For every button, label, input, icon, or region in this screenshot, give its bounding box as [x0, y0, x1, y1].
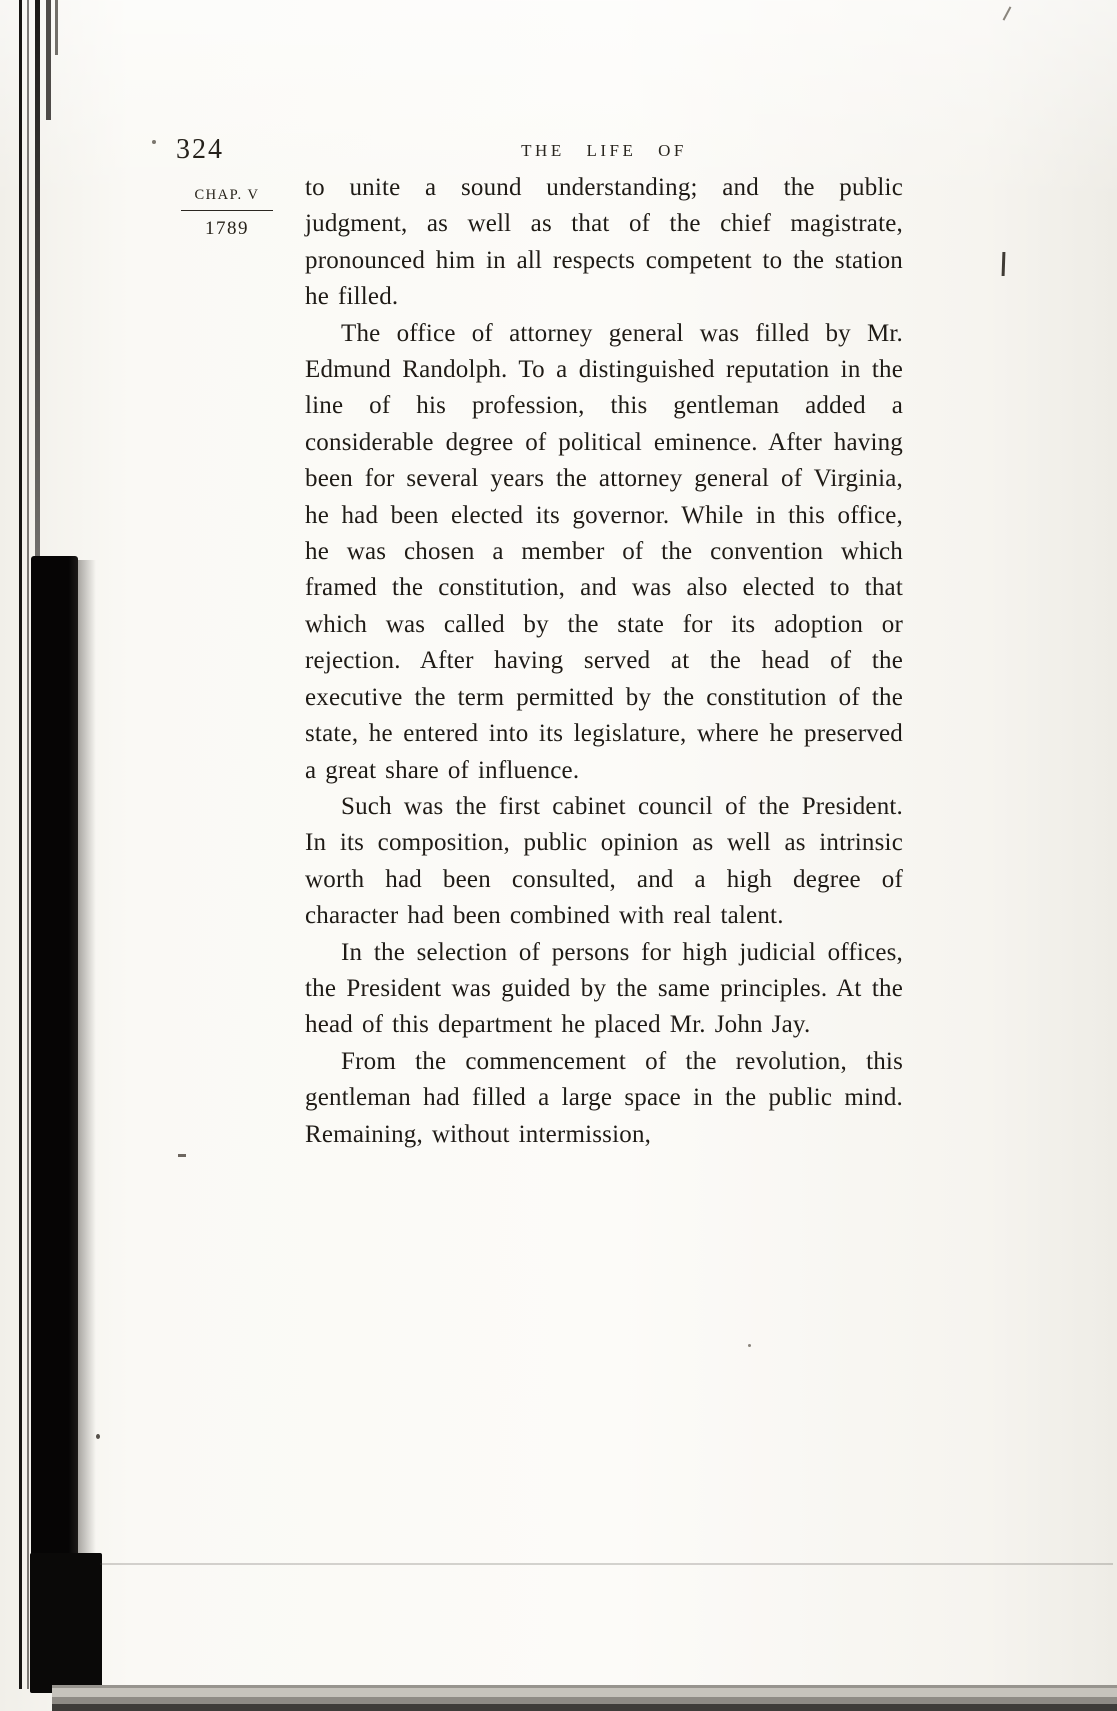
- binding-streak: [55, 0, 58, 55]
- scan-mark-dash: [178, 1154, 186, 1157]
- running-header: THE LIFE OF: [521, 141, 687, 160]
- paragraph: From the commencement of the revolution, this gentleman had filled a large space in the public mind. Remaining, without intermission,: [305, 1047, 903, 1148]
- binding-shadow: [0, 0, 120, 1711]
- scan-bottom-edge: [52, 1685, 1117, 1711]
- margin-rule: [181, 210, 273, 211]
- scan-mark-slash: [1003, 6, 1012, 20]
- paragraph: In the selection of persons for high judicial offices, the President was guided by the same principles. At the head of this department he placed Mr. John Jay.: [305, 938, 903, 1039]
- scan-crease-line: [100, 1563, 1113, 1565]
- scan-mark-dot: [152, 140, 156, 144]
- paragraph: The office of attorney general was filled by Mr. Edmund Randolph. To a distinguished reputation in the line of his profession, this gentleman added a considerable degree of political eminence. After having been for several years the attorney general of Virginia, he had been elected its governor. While in this office, he was chosen a member of the convention which framed the constitution, and was also elected to that which was called by the state for its adoption or rejection. After having served at the head of the executive the term permitted by the constitution of the state, he entered into its legislature, where he preserved a great share of influence.: [305, 319, 903, 784]
- binding-streak: [19, 0, 22, 1689]
- paragraph: Such was the first cabinet council of the President. In its composition, public opinion as well as intrinsic worth had been consulted, and a high degree of character had been combined with real talent.: [305, 792, 903, 930]
- binding-streak: [27, 0, 29, 1689]
- binding-streak: [35, 0, 40, 560]
- binding-streak: [46, 0, 51, 120]
- page-number: 324: [176, 134, 224, 165]
- scan-mark-tick: [1002, 252, 1006, 276]
- margin-note: [181, 187, 273, 240]
- body-text-column: [305, 170, 903, 1153]
- year-label: 1789: [205, 218, 249, 239]
- scan-mark-dot: [748, 1344, 751, 1347]
- paragraph-continuation: to unite a sound understanding; and the public judgment, as well as that of the chief magistrate, pronounced him in all respects competent to the station he filled.: [305, 174, 903, 311]
- scan-mark-dot: [96, 1434, 100, 1439]
- binding-bar: [31, 556, 78, 1693]
- binding-bar-foot: [30, 1553, 102, 1693]
- binding-smear: [78, 560, 96, 1693]
- chapter-label: CHAP. V: [194, 187, 260, 203]
